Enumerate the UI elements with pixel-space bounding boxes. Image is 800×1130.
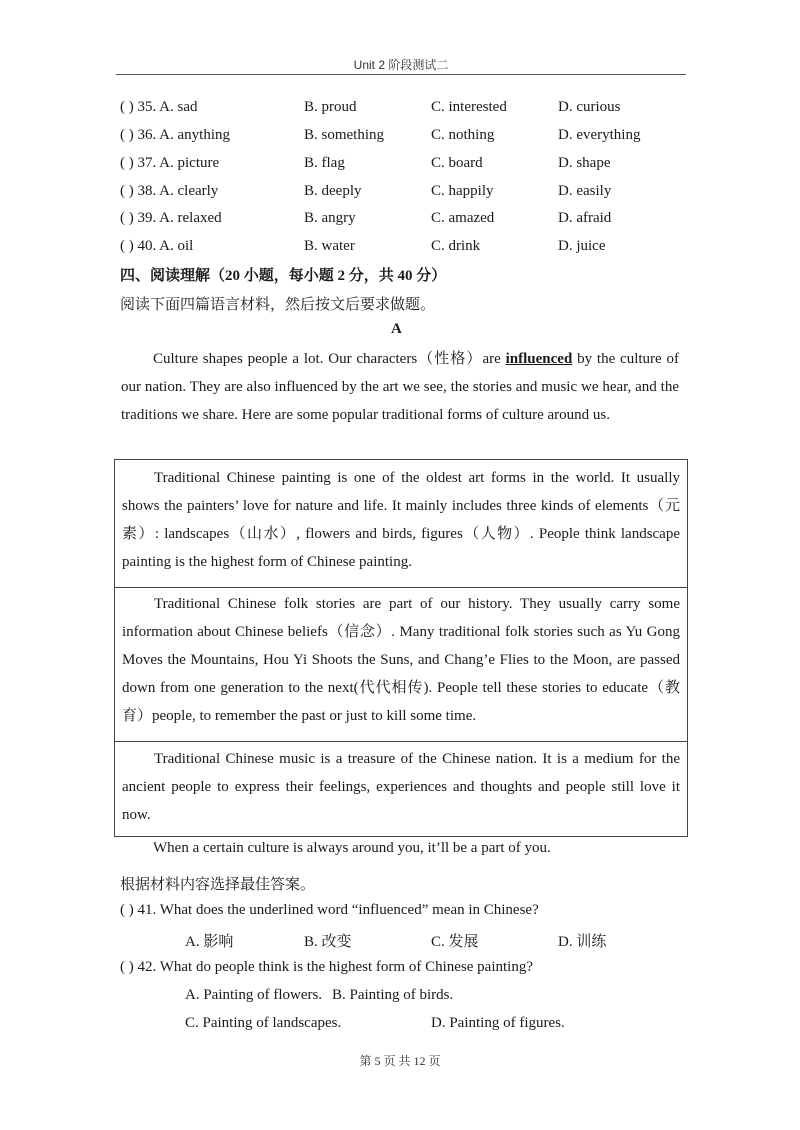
option-d: D. afraid <box>558 210 612 226</box>
option-d: D. curious <box>558 99 621 115</box>
option-c: C. amazed <box>431 210 495 226</box>
option-b: B. something <box>304 127 385 143</box>
q41-option-b: B. 改变 <box>304 934 352 950</box>
folk-stories-text: Traditional Chinese folk stories are part of our history. They usually carry some information about Chinese beliefs（信念）. Many traditional folk stories such as Yu Gong Moves the Mountains, Hou Yi Shoots the Suns, and Chang’e Flies to the Moon, are passed down from one generation to the next(代代相传). People tell these stories to educate（教育）people, to remember the past or just to kill some time. <box>122 596 680 724</box>
question-stem: ( ) 37. A. picture <box>120 155 220 171</box>
option-d: D. juice <box>558 238 606 254</box>
music-text: Traditional Chinese music is a treasure of the Chinese nation. It is a medium for the ancient people to express their feelings, experiences and thoughts and people still love it now. <box>122 751 680 823</box>
page-header: Unit 2 阶段测试二 <box>353 58 449 72</box>
music-box <box>114 741 688 837</box>
option-b: B. proud <box>304 99 357 115</box>
question-stem: ( ) 35. A. sad <box>120 99 198 115</box>
q42-option-c: C. Painting of landscapes. <box>185 1015 342 1031</box>
page-footer: 第 5 页 共 12 页 <box>359 1054 441 1068</box>
q42-option-b: B. Painting of birds. <box>332 987 454 1003</box>
option-c: C. drink <box>431 238 481 254</box>
painting-box <box>114 459 688 588</box>
questions-instruction: 根据材料内容选择最佳答案。 <box>120 877 316 893</box>
option-d: D. everything <box>558 127 641 143</box>
option-c: C. nothing <box>431 127 495 143</box>
question-stem: ( ) 38. A. clearly <box>120 183 219 199</box>
painting-text: Traditional Chinese painting is one of the oldest art forms in the world. It usually shows the painters’ love for nature and life. It mainly includes three kinds of elements（元素）: landscapes（山水）, flowers and birds, figures（人物）. People think landscape painting is the highest form of Chinese painting. <box>122 470 680 570</box>
option-b: B. angry <box>304 210 356 226</box>
option-c: C. interested <box>431 99 507 115</box>
q41-option-c: C. 发展 <box>431 934 479 950</box>
option-c: C. happily <box>431 183 494 199</box>
option-b: B. water <box>304 238 355 254</box>
question-stem: ( ) 39. A. relaxed <box>120 210 222 226</box>
question-42-stem: ( ) 42. What do people think is the highest form of Chinese painting? <box>120 959 533 975</box>
q42-option-a: A. Painting of flowers. <box>185 987 323 1003</box>
question-41-stem: ( ) 41. What does the underlined word “influenced” mean in Chinese? <box>120 902 539 918</box>
passage-intro <box>121 345 679 429</box>
option-b: B. flag <box>304 155 345 171</box>
option-b: B. deeply <box>304 183 362 199</box>
header-divider <box>116 74 686 75</box>
question-stem: ( ) 36. A. anything <box>120 127 230 143</box>
folk-stories-box <box>114 586 688 742</box>
option-d: D. easily <box>558 183 612 199</box>
q42-option-d: D. Painting of figures. <box>431 1015 565 1031</box>
underlined-word: influenced <box>505 351 573 367</box>
q41-option-a: A. 影响 <box>185 934 234 950</box>
passage-letter: A <box>391 321 402 337</box>
section-instruction: 阅读下面四篇语言材料，然后按文后要求做题。 <box>120 297 436 313</box>
intro-text-before: Culture shapes people a lot. Our characters（性格）are <box>153 351 506 367</box>
option-c: C. board <box>431 155 483 171</box>
q41-option-d: D. 训练 <box>558 934 607 950</box>
question-stem: ( ) 40. A. oil <box>120 238 194 254</box>
section-title: 四、阅读理解（20 小题，每小题 2 分，共 40 分） <box>120 268 447 284</box>
intro-text-after: by the culture of our nation. They are also influenced by the art we see, the stories and music we hear, and the traditions we share. Here are some popular traditional forms of culture around us. <box>121 351 680 423</box>
option-d: D. shape <box>558 155 611 171</box>
passage-closing: When a certain culture is always around you, it’ll be a part of you. <box>153 840 551 856</box>
